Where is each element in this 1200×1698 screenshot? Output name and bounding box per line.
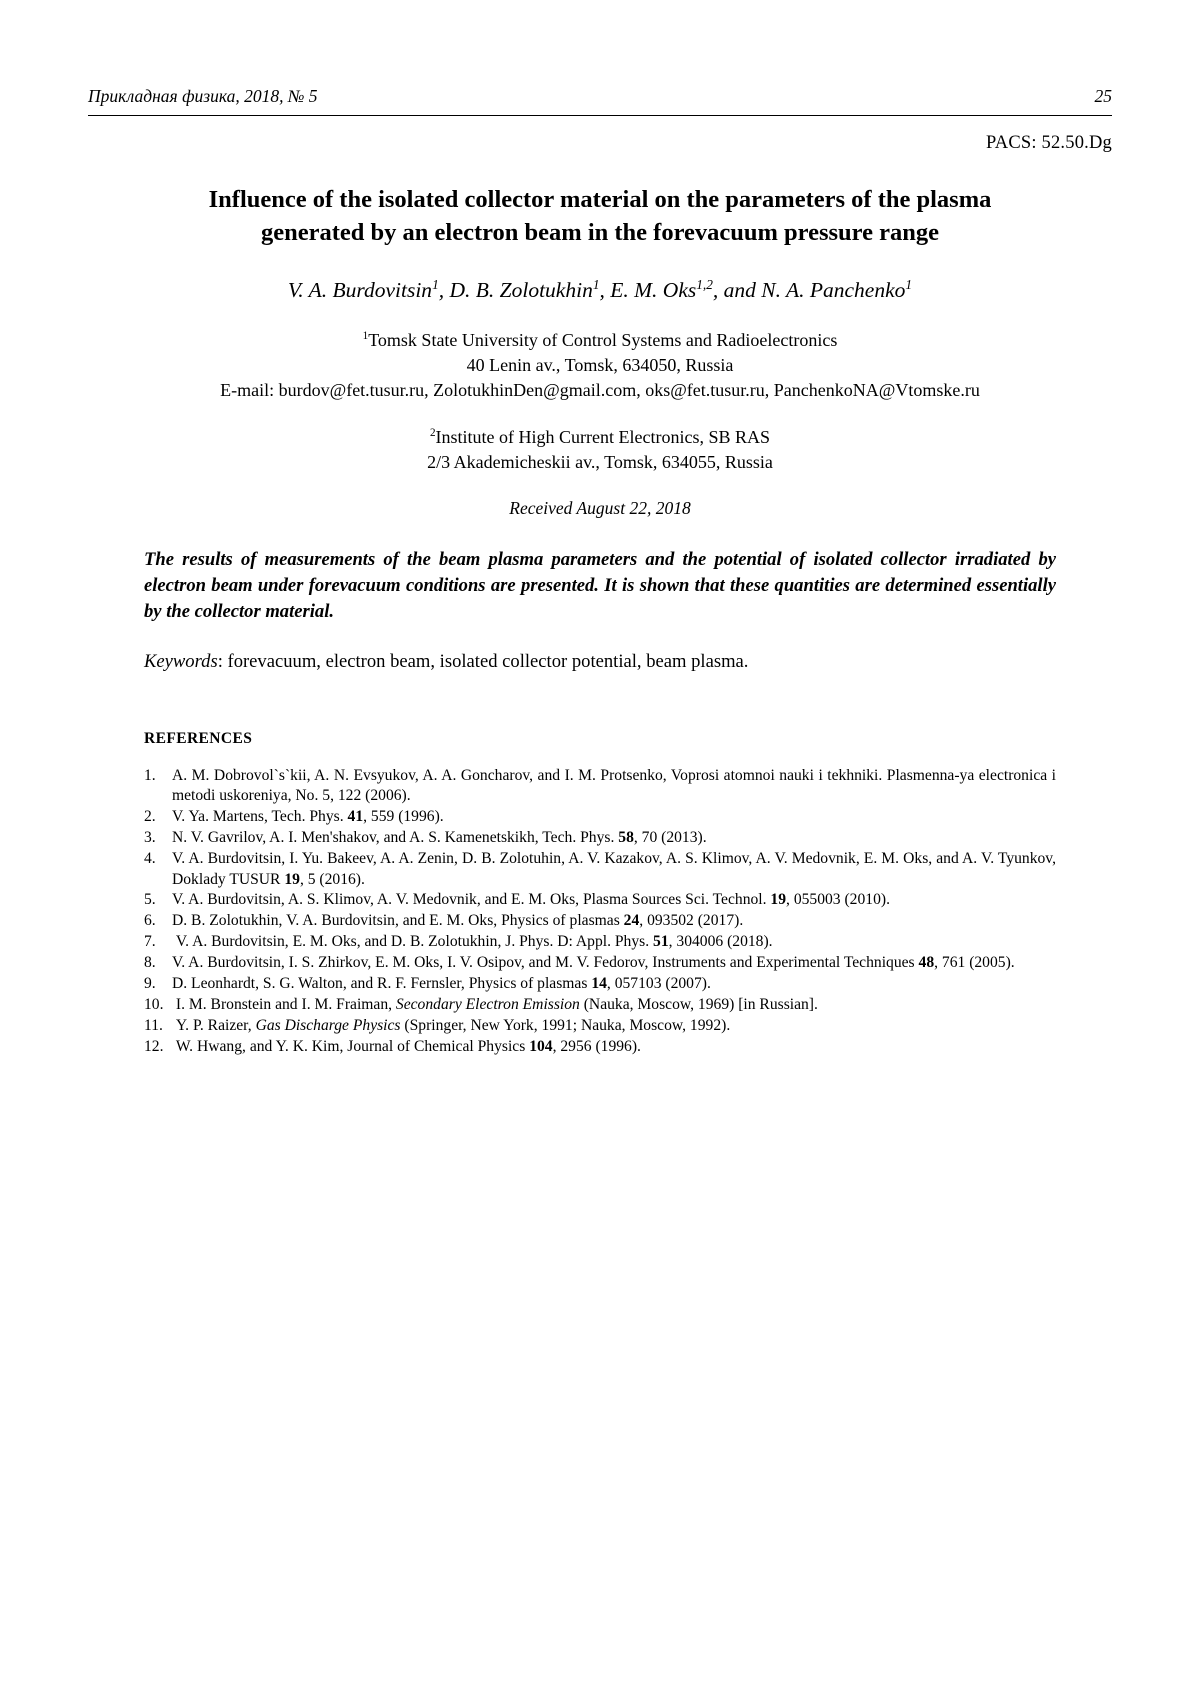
reference-number: 11. bbox=[144, 1016, 163, 1034]
reference-number: 3. bbox=[144, 829, 156, 847]
author-3-affil-marker: 1,2 bbox=[696, 276, 713, 292]
page-content bbox=[88, 0, 1112, 1058]
reference-item bbox=[144, 953, 1056, 973]
received-date: Received August 22, 2018 bbox=[509, 498, 691, 518]
abstract: The results of measurements of the beam plasma parameters and the potential of isolated collector irradiated by electron beam under forevacuum conditions are presented. It is shown that these quantities are determined essentially by the collector material. bbox=[144, 549, 1056, 622]
page-number: 25 bbox=[1094, 86, 1112, 106]
author-2: D. B. Zolotukhin$^1$ bbox=[449, 276, 600, 302]
reference-number: 4. bbox=[144, 850, 156, 868]
reference-text: D. B. Zolotukhin, V. A. Burdovitsin, and E. M. Oks, Physics of plasmas 24, 093502 (2017). bbox=[172, 912, 744, 930]
affiliation-2-line-1: Institute of High Current Electronics, SB RAS bbox=[435, 427, 771, 447]
header-rule bbox=[88, 115, 1112, 116]
affiliation-2-marker: 2 bbox=[429, 427, 436, 439]
author-3: E. M. Oks$^{1,2}$ bbox=[610, 276, 713, 302]
title-line-1: Influence of the isolated collector material on the parameters of the plasma bbox=[208, 186, 992, 213]
title-line-2: generated by an electron beam in the forevacuum pressure range bbox=[261, 219, 939, 246]
reference-text: V. Ya. Martens, Tech. Phys. 41, 559 (1996). bbox=[172, 808, 444, 826]
reference-item bbox=[144, 995, 1056, 1015]
page-title bbox=[88, 183, 1112, 249]
affiliation-1-emails: E-mail: burdov@fet.tusur.ru, ZolotukhinDen@gmail.com, oks@fet.tusur.ru, PanchenkoNA@Vtomske.ru bbox=[220, 380, 980, 400]
references-list bbox=[88, 766, 1112, 1057]
reference-text: D. Leonhardt, S. G. Walton, and R. F. Fernsler, Physics of plasmas 14, 057103 (2007). bbox=[172, 975, 711, 993]
reference-number: 10. bbox=[144, 995, 164, 1013]
affiliation-1 bbox=[88, 328, 1112, 403]
author-2-affil-marker: 1 bbox=[592, 276, 600, 292]
author-4-affil-marker: 1 bbox=[905, 276, 913, 292]
reference-text: V. A. Burdovitsin, A. S. Klimov, A. V. Medovnik, and E. M. Oks, Plasma Sources Sci. Technol. 19, 055003 (2010). bbox=[172, 891, 890, 909]
affiliation-2-line-2: 2/3 Akademicheskii av., Tomsk, 634055, Russia bbox=[427, 452, 773, 472]
reference-number: 7. bbox=[144, 933, 156, 951]
affiliation-2 bbox=[88, 425, 1112, 475]
reference-number: 5. bbox=[144, 891, 156, 909]
journal-name: Прикладная физика, 2018, № 5 bbox=[88, 86, 318, 106]
reference-number: 2. bbox=[144, 808, 156, 826]
references-heading: REFERENCES bbox=[144, 730, 253, 747]
reference-number: 6. bbox=[144, 912, 156, 930]
reference-item bbox=[144, 932, 1056, 952]
reference-number: 12. bbox=[144, 1037, 164, 1055]
keywords-value: : forevacuum, electron beam, isolated collector potential, beam plasma. bbox=[217, 651, 749, 672]
affiliation-1-line-2: 40 Lenin av., Tomsk, 634050, Russia bbox=[466, 355, 734, 375]
reference-item bbox=[144, 974, 1056, 994]
reference-text: V. A. Burdovitsin, E. M. Oks, and D. B. Zolotukhin, J. Phys. D: Appl. Phys. 51, 304006 (2018). bbox=[172, 933, 773, 951]
author-1: V. A. Burdovitsin$^1$ bbox=[287, 276, 439, 302]
reference-item bbox=[144, 911, 1056, 931]
reference-item bbox=[144, 849, 1056, 890]
keywords bbox=[88, 649, 1112, 675]
reference-item bbox=[144, 766, 1056, 807]
reference-text: Y. P. Raizer, Gas Discharge Physics (Springer, New York, 1991; Nauka, Moscow, 1992). bbox=[172, 1016, 731, 1034]
reference-text: N. V. Gavrilov, A. I. Men'shakov, and A. S. Kamenetskikh, Tech. Phys. 58, 70 (2013). bbox=[172, 829, 707, 847]
reference-text: W. Hwang, and Y. K. Kim, Journal of Chemical Physics 104, 2956 (1996). bbox=[172, 1037, 641, 1055]
reference-item bbox=[144, 1016, 1056, 1036]
reference-text: A. M. Dobrovol`s`kii, A. N. Evsyukov, A. A. Goncharov, and I. M. Protsenko, Voprosi atomnoi nauki i tekhniki. Plasmenna-ya electronica i metodi uskoreniya, No. 5, 122 (2006). bbox=[172, 767, 1056, 805]
reference-item bbox=[144, 828, 1056, 848]
pacs-code: PACS: 52.50.Dg bbox=[985, 133, 1112, 153]
author-list: V. A. Burdovitsin$^1$, D. B. Zolotukhin$^1$, E. M. Oks$^{1,2}$, and N. A. Panchenko$^1$ bbox=[287, 276, 913, 302]
running-head bbox=[88, 86, 1112, 110]
reference-number: 9. bbox=[144, 975, 156, 993]
reference-text: V. A. Burdovitsin, I. Yu. Bakeev, A. A. Zenin, D. B. Zolotuhin, A. V. Kazakov, A. S. Klimov, A. V. Medovnik, E. M. Oks, and A. V. Tyunkov, Doklady TUSUR 19, 5 (2016). bbox=[172, 850, 1056, 888]
reference-text: V. A. Burdovitsin, I. S. Zhirkov, E. M. Oks, I. V. Osipov, and M. V. Fedorov, Instruments and Experimental Techniques 48, 761 (2005). bbox=[172, 954, 1015, 972]
reference-text: I. M. Bronstein and I. M. Fraiman, Secondary Electron Emission (Nauka, Moscow, 1969) [in Russian]. bbox=[172, 995, 818, 1013]
reference-item bbox=[144, 807, 1056, 827]
reference-number: 8. bbox=[144, 954, 156, 972]
author-1-affil-marker: 1 bbox=[432, 276, 439, 292]
reference-item bbox=[144, 1037, 1056, 1057]
keywords-label: Keywords bbox=[144, 651, 218, 672]
reference-number: 1. bbox=[144, 767, 156, 784]
author-4: N. A. Panchenko$^1$ bbox=[761, 276, 913, 302]
reference-item bbox=[144, 890, 1056, 910]
affiliation-1-marker: 1 bbox=[362, 330, 369, 342]
affiliation-1-line-1: Tomsk State University of Control Systems and Radioelectronics bbox=[368, 330, 838, 350]
